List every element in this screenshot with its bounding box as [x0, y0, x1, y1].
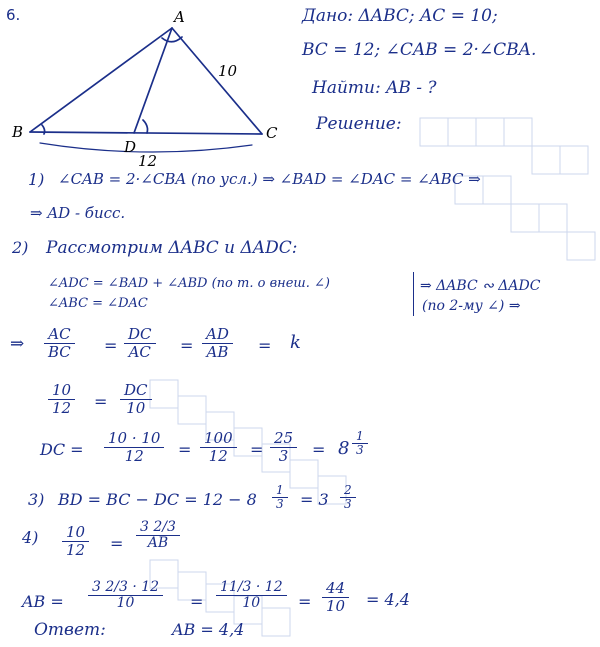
numerator: 10 — [48, 382, 75, 400]
step2-angle-2: ∠ABC = ∠DAC — [48, 296, 148, 311]
brace-bc — [40, 143, 252, 152]
numerator: 2 — [340, 484, 356, 498]
ratio-ac-bc — [44, 326, 75, 360]
denominator: AB — [206, 342, 229, 361]
denominator: 10 — [126, 398, 146, 417]
ratio-dc-ac — [124, 326, 156, 360]
step2-conclusion-2: (по 2-му ∠) ⇒ — [422, 298, 521, 314]
denominator: AC — [128, 342, 151, 361]
result-value: = 4,4 — [366, 590, 410, 609]
step2-conclusion-1: ⇒ ΔABC ∾ ΔADC — [420, 278, 541, 294]
step1-line-1: ∠CAB = 2·∠CBA (по усл.) ⇒ ∠BAD = ∠DAC = ∠ABC ⇒ — [58, 170, 481, 188]
numerator: AD — [202, 326, 233, 344]
find-line: Найти: AB - ? — [312, 78, 437, 98]
fraction-10-12 — [62, 524, 89, 558]
denominator: 10 — [242, 595, 261, 612]
bisector-ad-line — [134, 28, 172, 133]
equals-three: = 3 — [300, 490, 329, 509]
fraction-25-3 — [270, 430, 297, 464]
ratio-ad-ab — [202, 326, 233, 360]
fraction-100-12 — [200, 430, 237, 464]
denominator: 10 — [116, 595, 135, 612]
step1-line-2: ⇒ AD - бисс. — [30, 204, 126, 222]
numerator: DC — [120, 382, 152, 400]
numerator: 10 · 10 — [104, 430, 164, 448]
numerator: 1 — [272, 484, 288, 498]
equals-sign: = — [94, 392, 108, 411]
side-bc-length: 12 — [138, 152, 158, 170]
fraction-1-3 — [352, 430, 368, 457]
denominator: 3 — [278, 446, 289, 465]
fraction-11-3-times-12 — [216, 580, 287, 612]
numerator: 44 — [322, 580, 349, 598]
numerator: 100 — [200, 430, 237, 448]
step3-text: BD = BC − DC = 12 − 8 — [58, 490, 257, 509]
equals-sign: = — [190, 592, 204, 611]
numerator: AC — [44, 326, 74, 344]
step4-marker: 4) — [22, 528, 39, 547]
dc-equals-label: DC = — [40, 440, 84, 459]
answer-label: Ответ: — [34, 620, 106, 640]
point-d-label: D — [124, 138, 137, 156]
problem-number: 6. — [6, 6, 21, 24]
step2-angle-1: ∠ADC = ∠BAD + ∠ABD (по т. о внеш. ∠) — [48, 276, 330, 291]
fraction-mixed-times-12 — [88, 580, 163, 612]
fraction-2-3 — [340, 484, 356, 511]
equals-sign: = — [104, 336, 118, 355]
denominator: 12 — [66, 540, 86, 559]
numerator: 10 — [62, 524, 89, 542]
fraction-dc-10 — [120, 382, 152, 416]
system-bar — [413, 272, 414, 316]
denominator: BC — [48, 342, 71, 361]
equals-sign: = — [258, 336, 272, 355]
numerator: 25 — [270, 430, 297, 448]
given-line-1: Дано: ΔABC; AC = 10; — [302, 6, 498, 26]
equals-sign: = — [180, 336, 194, 355]
step3-marker: 3) — [28, 490, 45, 509]
equals-sign: = — [110, 534, 124, 553]
fraction-44-10 — [322, 580, 349, 614]
denominator: AB — [147, 535, 169, 552]
implies-arrow: ⇒ — [10, 334, 25, 354]
fraction-10-12 — [48, 382, 75, 416]
angle-a-arc — [162, 37, 182, 42]
triangle-figure — [0, 0, 300, 170]
fraction-10x10-12 — [104, 430, 164, 464]
denominator: 10 — [326, 596, 346, 615]
equals-sign: = — [312, 440, 326, 459]
denominator: 12 — [52, 398, 72, 417]
solution-title: Решение: — [316, 114, 402, 134]
equals-sign: = — [298, 592, 312, 611]
numerator: 3 2/3 — [136, 520, 180, 536]
numerator: 11/3 · 12 — [216, 580, 287, 596]
denominator: 12 — [124, 446, 144, 465]
step2-title: Рассмотрим ΔABC и ΔADC: — [46, 238, 298, 258]
similarity-coefficient: k — [290, 332, 301, 353]
vertex-b-label: B — [12, 123, 24, 141]
denominator: 12 — [208, 446, 228, 465]
side-bc-line — [30, 132, 262, 134]
denominator: 3 — [344, 497, 352, 512]
ab-equals-label: AB = — [22, 592, 64, 611]
side-ac-line — [172, 28, 262, 134]
step2-marker: 2) — [12, 238, 29, 257]
step1-marker: 1) — [28, 170, 45, 189]
denominator: 3 — [276, 497, 284, 512]
side-ac-length: 10 — [218, 62, 238, 80]
given-line-2: BC = 12; ∠CAB = 2·∠CBA. — [302, 40, 537, 60]
equals-sign: = — [250, 440, 264, 459]
numerator: DC — [124, 326, 156, 344]
numerator: 3 2/3 · 12 — [88, 580, 163, 596]
fraction-1-3 — [272, 484, 288, 511]
answer-value: AB = 4,4 — [172, 620, 245, 639]
equals-sign: = — [178, 440, 192, 459]
numerator: 1 — [352, 430, 368, 444]
denominator: 3 — [356, 443, 364, 458]
vertex-a-label: A — [174, 8, 185, 26]
vertex-c-label: C — [266, 124, 278, 142]
angle-d-arc — [143, 120, 148, 133]
fraction-mixed-ab — [136, 520, 180, 552]
side-ab-line — [30, 28, 172, 132]
mixed-whole: 8 — [338, 438, 350, 459]
